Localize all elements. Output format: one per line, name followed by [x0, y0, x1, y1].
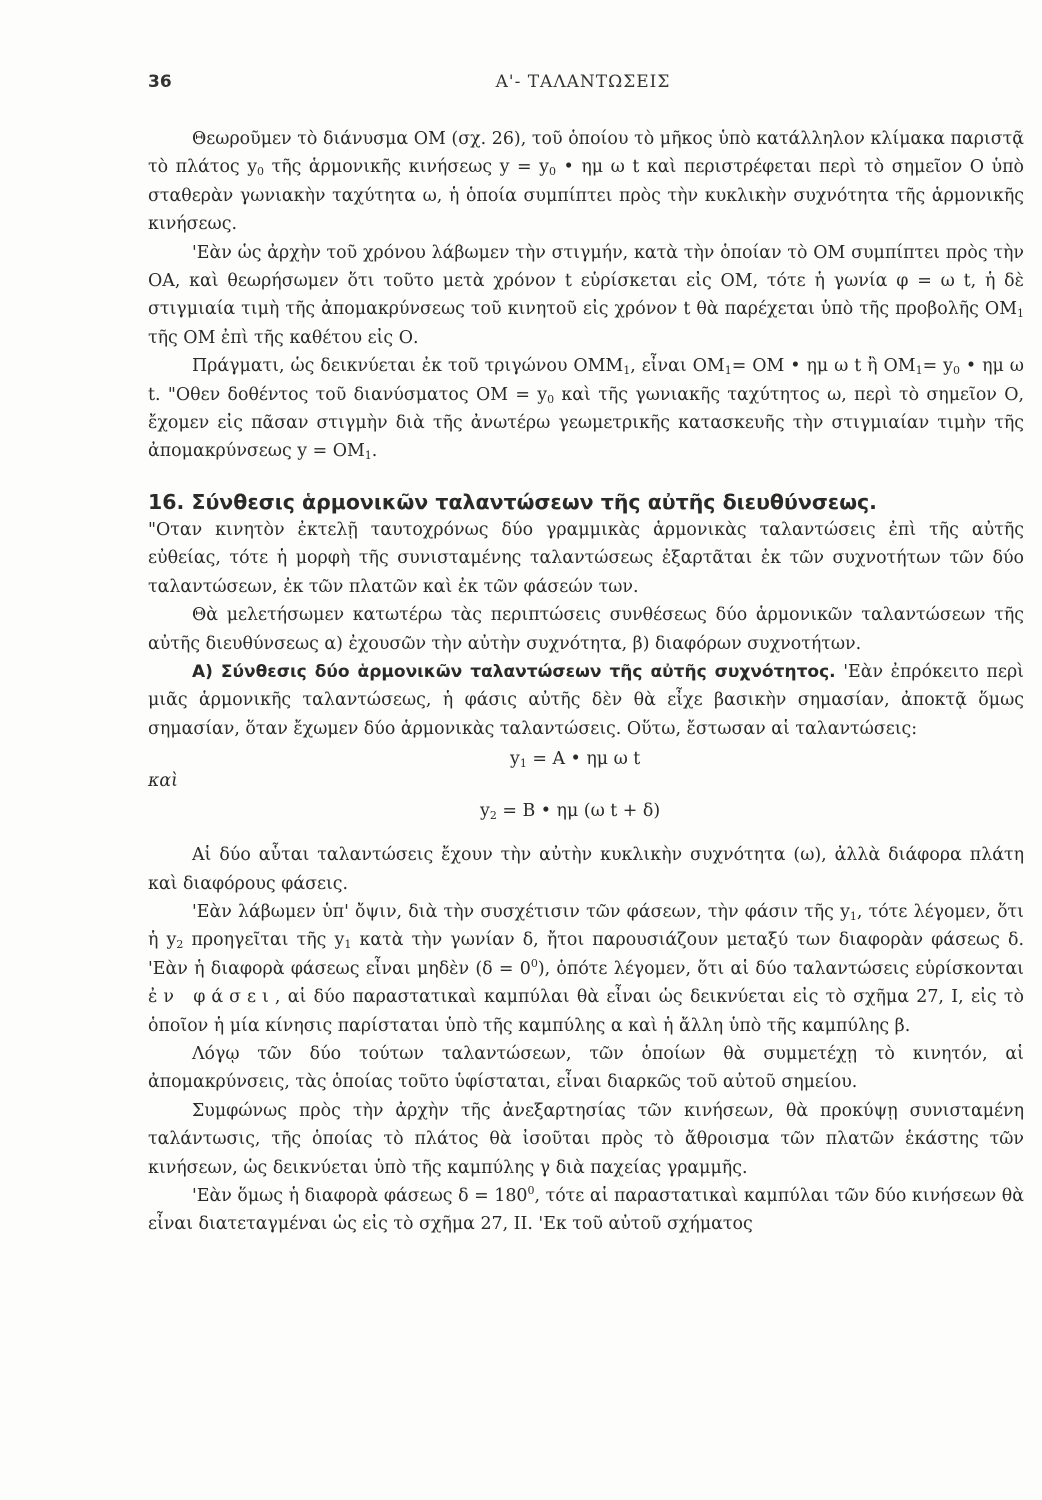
- paragraph-independence: Συμφώνως πρὸς τὴν ἀρχὴν τῆς ἀνεξαρτησίας τῶν κινήσεων, θὰ προκύψῃ συνισταμένη ταλάντωσις, τῆς ὁποίας τὸ πλάτος θὰ ἰσοῦται πρὸς τὸ ἄθροισμα τῶν πλατῶν ἑκάστης τῶν κινήσεων, ὡς δεικνύεται ὑπὸ τῆς καμπύλης γ διὰ παχείας γραμμῆς.: [148, 1100, 1024, 1178]
- paragraph-displacements: Λόγῳ τῶν δύο τούτων ταλαντώσεων, τῶν ὁποίων θὰ συμμετέχῃ τὸ κινητόν, αἱ ἀπομακρύνσεις, τὰς ὁποίας τοῦτο ὑφίσταται, εἶναι διαρκῶς τοῦ αὐτοῦ σημείου.: [148, 1043, 1024, 1093]
- paragraph-triangle: Πράγματι, ὡς δεικνύεται ἐκ τοῦ τριγώνου $OMM_1$, εἶναι $OM_1= OM$ • ημ ω t ἢ $OM_1= y_0$ • ημ ω t. "Οθεν δοθέντος τοῦ διανύσματος $OM = y_0$ καὶ τῆς γωνιακῆς ταχύτητος ω, περὶ τὸ σημεῖον Ο, ἔχομεν εἰς πᾶσαν στιγμὴν διὰ τῆς ἀνωτέρω γεωμετρικῆς κατασκευῆς τὴν στιγμιαίαν τιμὴν τῆς ἀπομακρύνσεως $y = OM_1$.: [148, 356, 1024, 463]
- subsection-a-heading: Α) Σύνθεσις δύο ἁρμονικῶν ταλαντώσεων τῆς αὐτῆς συχνότητος.: [192, 661, 836, 682]
- equation-1: $y_1 = A$ • ημ ω t: [510, 749, 641, 771]
- running-title: Α'- ΤΑΛΑΝΤΩΣΕΙΣ: [495, 72, 671, 92]
- paragraph-phase-difference: 'Εὰν λάβωμεν ὑπ' ὄψιν, διὰ τὴν συσχέτισιν τῶν φάσεων, τὴν φάσιν τῆς $y_1$, τότε λέγομεν, ὅτι ἡ $y_2$ προηγεῖται τῆς $y_1$ κατὰ τὴν γωνίαν δ, ἤτοι παρουσιάζουν μεταξύ των διαφορὰν φάσεως δ. 'Εὰν ἡ διαφορὰ φάσεως εἶναι μηδὲν $(\delta = 0^0)$, ὁπότε λέγομεν, ὅτι αἱ δύο ταλαντώσεις εὑρίσκονται ἐν φάσει, αἱ δύο παραστατικαὶ καμπύλαι θὰ εἶναι ὡς δεικνύεται εἰς τὸ σχῆμα 27, Ι, εἰς τὸ ὁποῖον ἡ μία κίνησις παρίσταται ὑπὸ τῆς καμπύλης α καὶ ἡ ἄλλη ὑπὸ τῆς καμπύλης β.: [148, 901, 1024, 1036]
- subsection-a-paragraph: Α) Σύνθεσις δύο ἁρμονικῶν ταλαντώσεων τῆς αὐτῆς συχνότητος. 'Εὰν ἐπρόκειτο περὶ μιᾶς ἁρμονικῆς ταλαντώσεως, ἡ φάσις αὐτῆς δὲν θὰ εἶχε βασικὴν σημασίαν, ἀποκτᾷ ὅμως σημασίαν, ὅταν ἔχωμεν δύο ἁρμονικὰς ταλαντώσεις. Οὕτω, ἔστωσαν αἱ ταλαντώσεις:: [148, 661, 1024, 739]
- paragraph-vector-om: Θεωροῦμεν τὸ διάνυσμα ΟΜ (σχ. 26), τοῦ ὁποίου τὸ μῆκος ὑπὸ κατάλληλον κλίμακα παριστᾷ τὸ πλάτος $y_0$ τῆς ἁρμονικῆς κινήσεως $y = y_0$ • ημ ω t καὶ περιστρέφεται περὶ τὸ σημεῖον Ο ὑπὸ σταθερὰν γωνιακὴν ταχύτητα ω, ἡ ὁποία συμπίπτει πρὸς τὴν κυκλικὴν συχνότητα τῆς ἁρμονικῆς κινήσεως.: [148, 129, 1024, 235]
- equation-2: $y_2 = B$ • ημ (ω t + δ): [480, 801, 661, 823]
- paragraph-same-frequency: Αἱ δύο αὗται ταλαντώσεις ἔχουν τὴν αὐτὴν κυκλικὴν συχνότητα (ω), ἀλλὰ διάφορα πλάτη καὶ διαφόρους φάσεις.: [148, 845, 1024, 894]
- section-16-paragraph-1: "Οταν κινητὸν ἐκτελῇ ταυτοχρόνως δύο γραμμικὰς ἁρμονικὰς ταλαντώσεις ἐπὶ τῆς αὐτῆς εὐθείας, τότε ἡ μορφὴ τῆς συνισταμένης ταλαντώσεως ἐξαρτᾶται ἐκ τῶν συχνοτήτων τῶν δύο ταλαντώσεων, ἐκ τῶν πλατῶν καὶ ἐκ τῶν φάσεών των.: [148, 519, 1024, 597]
- paragraph-time-origin: 'Εὰν ὡς ἀρχὴν τοῦ χρόνου λάβωμεν τὴν στιγμήν, κατὰ τὴν ὁποίαν τὸ ΟΜ συμπίπτει πρὸς τὴν ΟΑ, καὶ θεωρήσωμεν ὅτι τοῦτο μετὰ χρόνον t εὑρίσκεται εἰς ΟΜ, τότε ἡ γωνία φ = ω t, ἡ δὲ στιγμιαία τιμὴ τῆς ἀπομακρύνσεως τοῦ κινητοῦ εἰς χρόνον t θὰ παρέχεται ὑπὸ τῆς προβολῆς $OM_1$ τῆς ΟΜ ἐπὶ τῆς καθέτου εἰς Ο.: [148, 242, 1024, 348]
- section-16-paragraph-2: Θὰ μελετήσωμεν κατωτέρω τὰς περιπτώσεις συνθέσεως δύο ἁρμονικῶν ταλαντώσεων τῆς αὐτῆς διευθύνσεως α) ἐχουσῶν τὴν αὐτὴν συχνότητα, β) διαφόρων συχνοτήτων.: [148, 605, 1024, 654]
- page-number: 36: [148, 72, 172, 92]
- section-16-heading: 16. Σύνθεσις ἁρμονικῶν ταλαντώσεων τῆς αὐτῆς διευθύνσεως.: [148, 489, 877, 514]
- page-header: [148, 72, 1018, 102]
- paragraph-180-degrees: 'Εὰν ὅμως ἡ διαφορὰ φάσεως $\delta = 180^0$, τότε αἱ παραστατικαὶ καμπύλαι τῶν δύο κινήσεων θὰ εἶναι διατεταγμέναι ὡς εἰς τὸ σχῆμα 27, ΙΙ. 'Εκ τοῦ αὐτοῦ σχήματος: [148, 1184, 1024, 1235]
- equation-kai: καὶ: [148, 771, 178, 792]
- page-body: [148, 125, 1024, 1239]
